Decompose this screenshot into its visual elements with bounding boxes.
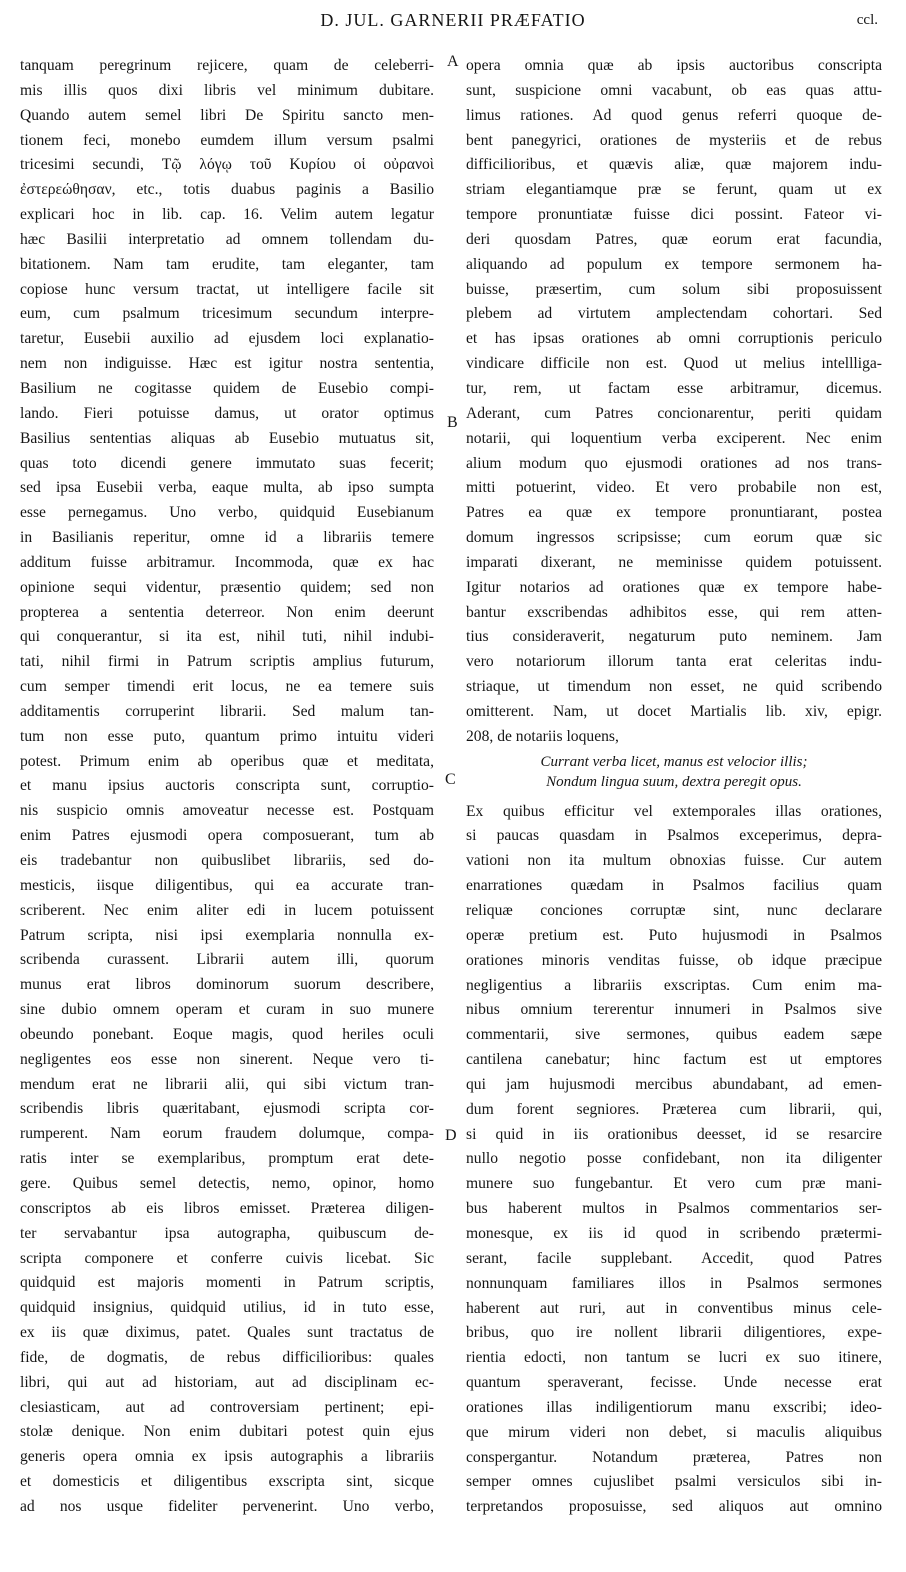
text-line: plebem ad virtutem amplectendam cohortari. Sed bbox=[466, 305, 882, 323]
text-line: bus haberent multos in Psalmos commentarios ser- bbox=[466, 1200, 882, 1218]
page-number: ccl. bbox=[856, 12, 878, 28]
text-line: tionem feci, monebo eumdem illum versum psalmi bbox=[20, 131, 434, 149]
text-line: serant, facile supplebant. Accedit, quod Patres bbox=[466, 1249, 882, 1267]
text-line: munus erat libros dominorum suorum describere, bbox=[20, 976, 434, 994]
text-line: opera omnia quæ ab ipsis auctoribus conscripta bbox=[466, 57, 882, 74]
text-line: limus rationes. Ad quod genus referri quoque de- bbox=[466, 106, 882, 124]
text-line: tempore pronuntiatæ fuisse dici possint. Fateor vi- bbox=[466, 206, 882, 224]
text-line: tanquam peregrinum rejicere, quam de celeberri- bbox=[20, 57, 434, 74]
text-line: propterea a sententia deterreor. Non enim deerunt bbox=[20, 603, 434, 621]
text-line: additamentis corruperint librarii. Sed malum tan- bbox=[20, 702, 434, 720]
text-line: ratis inter se exemplaribus, promptum erat dete- bbox=[20, 1150, 434, 1168]
text-line: vero notariorum illorum tanta erat celeritas indu- bbox=[466, 653, 882, 671]
text-line: monesque, ex iis id quod in scribendo prætermi- bbox=[466, 1224, 882, 1242]
margin-marker-d: D bbox=[445, 1127, 457, 1144]
text-line: taretur, Eusebii auxilio ad ejusdem loci explanatio- bbox=[20, 330, 434, 348]
text-line: mesticis, iisque diligentibus, qui ea accurate tran- bbox=[20, 876, 434, 894]
text-line: bent panegyrici, orationes de mysteriis et de rebus bbox=[466, 131, 882, 149]
text-line: Aderant, cum Patres concionarentur, periti quidam bbox=[466, 404, 882, 422]
verse-spacer bbox=[466, 792, 882, 800]
text-line: cum semper timendi erit locus, ne ea temere suis bbox=[20, 678, 434, 696]
text-line: domum ingressos scripsisse; cum eorum quæ sic bbox=[466, 529, 882, 547]
text-line: explicari hoc in lib. cap. 16. Velim autem legatur bbox=[20, 206, 434, 224]
text-line: qui jam hujusmodi mercibus abundabant, ad emen- bbox=[466, 1075, 882, 1093]
text-line: vationi non ita multum obnoxias fuisse. Cur autem bbox=[466, 852, 882, 870]
text-line: terpretandos proposuisse, sed aliquos aut omnino bbox=[466, 1498, 882, 1516]
text-line: conspergantur. Notandum præterea, Patres non bbox=[466, 1448, 882, 1466]
text-line: que mirum videri non debet, si maculis aliquibus bbox=[466, 1423, 882, 1441]
text-line: 208, de notariis loquens, bbox=[466, 727, 619, 745]
text-line: tur, rem, ut factam esse arbitramur, dicemus. bbox=[466, 379, 882, 397]
right-column bbox=[466, 54, 882, 1520]
text-line: esse pernegamus. Uno verbo, quidquid Eusebianum bbox=[20, 504, 434, 522]
text-line: nibus omnium tererentur innumeri in Psalmos sive bbox=[466, 1001, 882, 1019]
text-line: quidquid insignius, quidquid utilius, id in tuto esse, bbox=[20, 1299, 434, 1317]
text-line: hæc Basilii interpretatio ad omnem tollendam du- bbox=[20, 230, 434, 248]
text-line: scriberent. Nec enim aliter edi in lucem potuissent bbox=[20, 901, 434, 919]
text-line: sine dubio omnem operam et curam in suo munere bbox=[20, 1001, 434, 1019]
text-line: Basilius sententias aliquas ab Eusebio mutuatus sit, bbox=[20, 429, 434, 447]
text-line: scribenda curassent. Librarii autem illi, quorum bbox=[20, 951, 434, 969]
text-line: et domesticis et diligentibus exscripta sint, sicque bbox=[20, 1473, 434, 1491]
text-line: striaque, ut timendum non esset, ne quid scribendo bbox=[466, 678, 882, 696]
text-line: negligentius a librariis exscriptas. Cum enim ma- bbox=[466, 976, 882, 994]
margin-marker-b: B bbox=[447, 414, 458, 431]
text-line: bribus, quo ire nollent librarii diligentiores, expe- bbox=[466, 1324, 882, 1342]
text-line: nonnunquam familiares illos in Psalmos sermones bbox=[466, 1274, 882, 1292]
text-line: mitti potuerint, video. Et vero probabile non est, bbox=[466, 479, 882, 497]
text-line: commentarii, sive sermones, quibus eadem sæpe bbox=[466, 1026, 882, 1044]
verse-line: Currant verba licet, manus est velocior illis; bbox=[540, 753, 808, 770]
running-title: D. JUL. GARNERII PRÆFATIO bbox=[320, 10, 586, 30]
text-line: rientia edocti, non tantum se lucri ex suo itinere, bbox=[466, 1349, 882, 1367]
text-line: si paucas quasdam in Psalmos exceperimus, depra- bbox=[466, 827, 882, 845]
text-line: eum, cum psalmum tricesimum secundum interpre- bbox=[20, 305, 434, 323]
text-line: potest. Primum enim ab operibus quæ et meditata, bbox=[20, 752, 434, 770]
text-line: stolæ denique. Non enim dubitari potest quin ejus bbox=[20, 1423, 434, 1441]
text-line: ad nos usque fideliter pervenerint. Uno verbo, bbox=[20, 1497, 434, 1515]
text-line: clesiasticam, aut ad controversiam pertinent; epi- bbox=[20, 1398, 434, 1416]
text-line: fide, de dogmatis, de rebus difficilioribus: quales bbox=[20, 1348, 434, 1366]
text-line: alium modum quo ejusmodi orationes ad nos trans- bbox=[466, 454, 882, 472]
text-line: sunt, suspicione omni vacabunt, ob eas quas attu- bbox=[466, 81, 882, 99]
text-line: eis tradebantur non quibuslibet librariis, sed do- bbox=[20, 852, 434, 869]
text-line: imparati dixerant, ne meminisse quidem potuissent. bbox=[466, 553, 882, 571]
text-line: rumperent. Nam eorum fraudem dolumque, compa- bbox=[20, 1125, 434, 1143]
text-line: tum non esse puto, quantum primo intuitu videri bbox=[20, 727, 434, 745]
text-line: cantilena canebatur; hinc factum est ut emptores bbox=[466, 1051, 882, 1069]
text-line: tati, nihil firmi in Patrum scriptis amplius futurum, bbox=[20, 653, 434, 671]
margin-marker-a: A bbox=[447, 53, 459, 70]
text-line: scripta componere et conferre cuivis licebat. Sic bbox=[20, 1249, 434, 1267]
left-column bbox=[20, 54, 434, 1520]
text-line: difficilioribus, et quævis aliæ, quæ majorem indu- bbox=[466, 156, 882, 174]
text-line: enarrationes quædam in Psalmos facilius quam bbox=[466, 877, 882, 895]
text-line: Igitur notarios ad orationes quæ ex tempore habe- bbox=[466, 578, 882, 596]
text-line: gere. Quibus semel detectis, nemo, opinor, homo bbox=[20, 1174, 434, 1192]
text-line: additum fuisse arbitramur. Incommoda, quæ ex hac bbox=[20, 553, 434, 571]
text-line: munere suo fungebantur. Et vero cum præ mani- bbox=[466, 1175, 882, 1193]
text-line: haberent aut ruri, aut in conventibus minus cele- bbox=[466, 1299, 882, 1317]
text-line: nullo negotio posse confidebant, non ita diligenter bbox=[466, 1150, 882, 1168]
text-line: orationes minoris venditas fuisse, ob idque præcipue bbox=[466, 951, 882, 969]
text-line: striam elegantiamque præ se ferunt, quam ut ex bbox=[466, 181, 882, 199]
text-line: scribendis libris quæritabant, ejusmodi scripta cor- bbox=[20, 1100, 434, 1118]
text-line: Ex quibus efficitur vel extemporales illas orationes, bbox=[466, 802, 882, 820]
text-line: copiose hunc versum tractat, ut intelligere facile sit bbox=[20, 280, 434, 298]
text-line: aliquando ad populum ex tempore sermonem ha- bbox=[466, 255, 882, 273]
text-line: omitterent. Nam, ut docet Martialis lib. xiv, epigr. bbox=[466, 702, 882, 720]
text-line: enim Patres ejusmodi opera composuerant, tum ab bbox=[20, 827, 434, 845]
text-line: operæ pretium est. Puto hujusmodi in Psalmos bbox=[466, 926, 882, 944]
text-line: Patrum scripta, nisi ipsi exemplaria nonnulla ex- bbox=[20, 926, 434, 944]
text-line: semper omnes cujuslibet psalmi versiculos sibi in- bbox=[466, 1473, 882, 1491]
text-line: orationes illas indiligentiorum manu exscribi; ideo- bbox=[466, 1398, 882, 1416]
text-line: negligentes eos esse non sinerent. Neque vero ti- bbox=[20, 1050, 434, 1068]
text-line: lando. Fieri potuisse damus, ut orator optimus bbox=[20, 404, 434, 422]
text-line: quidquid est majoris momenti in Patrum scriptis, bbox=[20, 1274, 434, 1292]
text-line: nis suspicio omnis amoveatur necesse est. Postquam bbox=[20, 802, 434, 820]
text-line: et has ipsas orationes ab omni corruptionis periculo bbox=[466, 330, 882, 348]
verse-line: Nondum lingua suum, dextra peregit opus. bbox=[546, 773, 802, 790]
text-line: in Basilianis reperitur, omne id a librariis temere bbox=[20, 529, 434, 547]
text-line: quas toto dicendi genere immutato suas fecerit; bbox=[20, 454, 434, 472]
text-line: bantur exscribendas adhibitos esse, qui rem atten- bbox=[466, 603, 882, 621]
text-line: ter servabantur ipsa autographa, quibuscum de- bbox=[20, 1224, 434, 1242]
text-line: dum forent segniores. Præterea cum librarii, qui, bbox=[466, 1100, 882, 1118]
text-line: qui conquerantur, si ita est, nihil tuti, nihil indubi- bbox=[20, 628, 434, 646]
text-line: si quid in iis orationibus deesset, id se resarcire bbox=[466, 1125, 882, 1143]
text-line: tius consideraverit, negaturum puto neminem. Jam bbox=[466, 628, 882, 646]
text-line: ἐστερεώθησαν, etc., totis duabus paginis a Basilio bbox=[20, 181, 434, 199]
text-line: Quando autem semel libri De Spiritu sancto men- bbox=[20, 106, 434, 124]
text-line: deri quosdam Patres, quæ eorum erat facundia, bbox=[466, 230, 882, 248]
margin-marker-c: C bbox=[445, 771, 456, 788]
text-line: bitationem. Nam tam erudite, tam eleganter, tam bbox=[20, 255, 434, 273]
text-line: libri, qui aut ad historiam, aut ad disciplinam ec- bbox=[20, 1373, 434, 1391]
text-line: conscriptos ab eis libros emisset. Præterea diligen- bbox=[20, 1199, 434, 1217]
text-line: generis opera omnia ex ipsis autographis a librariis bbox=[20, 1448, 434, 1466]
text-line: tricesimi secundi, Τῷ λόγῳ τοῦ Κυρίου οἱ οὐρανοὶ bbox=[20, 156, 434, 174]
text-line: notarii, qui loquentium verba exciperent. Nec enim bbox=[466, 429, 882, 447]
text-line: ex iis quæ diximus, patet. Quales sunt tractatus de bbox=[20, 1324, 434, 1342]
text-line: vindicare difficile non est. Quod ut melius intellliga- bbox=[466, 355, 882, 373]
text-line: reliquæ conciones corruptæ sint, nunc declarare bbox=[466, 902, 882, 919]
text-line: obeundo ponebant. Eoque magis, quod heriles oculi bbox=[20, 1025, 434, 1043]
text-line: nem non indiguisse. Hæc est igitur nostra sententia, bbox=[20, 355, 434, 373]
text-line: mis illis quos dixi libris vel minimum dubitare. bbox=[20, 81, 434, 99]
text-line: buisse, præsertim, cum solum sibi proposuissent bbox=[466, 280, 882, 298]
text-line: Basilium ne cogitasse quidem de Eusebio compi- bbox=[20, 379, 434, 397]
text-line: mendum erat ne librarii alii, qui sibi victum tran- bbox=[20, 1075, 434, 1093]
text-line: quantum speraverant, fecisse. Unde necesse erat bbox=[466, 1374, 882, 1392]
text-line: et manu ipsius auctoris conscripta sunt, corruptio- bbox=[20, 777, 434, 795]
text-line: sed ipsa Eusebii verba, eaque multa, ab ipso sumpta bbox=[20, 479, 434, 497]
text-line: opinione sequi videntur, præsentio quidem; sed non bbox=[20, 578, 434, 596]
running-header bbox=[0, 10, 906, 38]
text-line: Patres ea quæ ex tempore pronuntiarant, postea bbox=[466, 504, 882, 522]
